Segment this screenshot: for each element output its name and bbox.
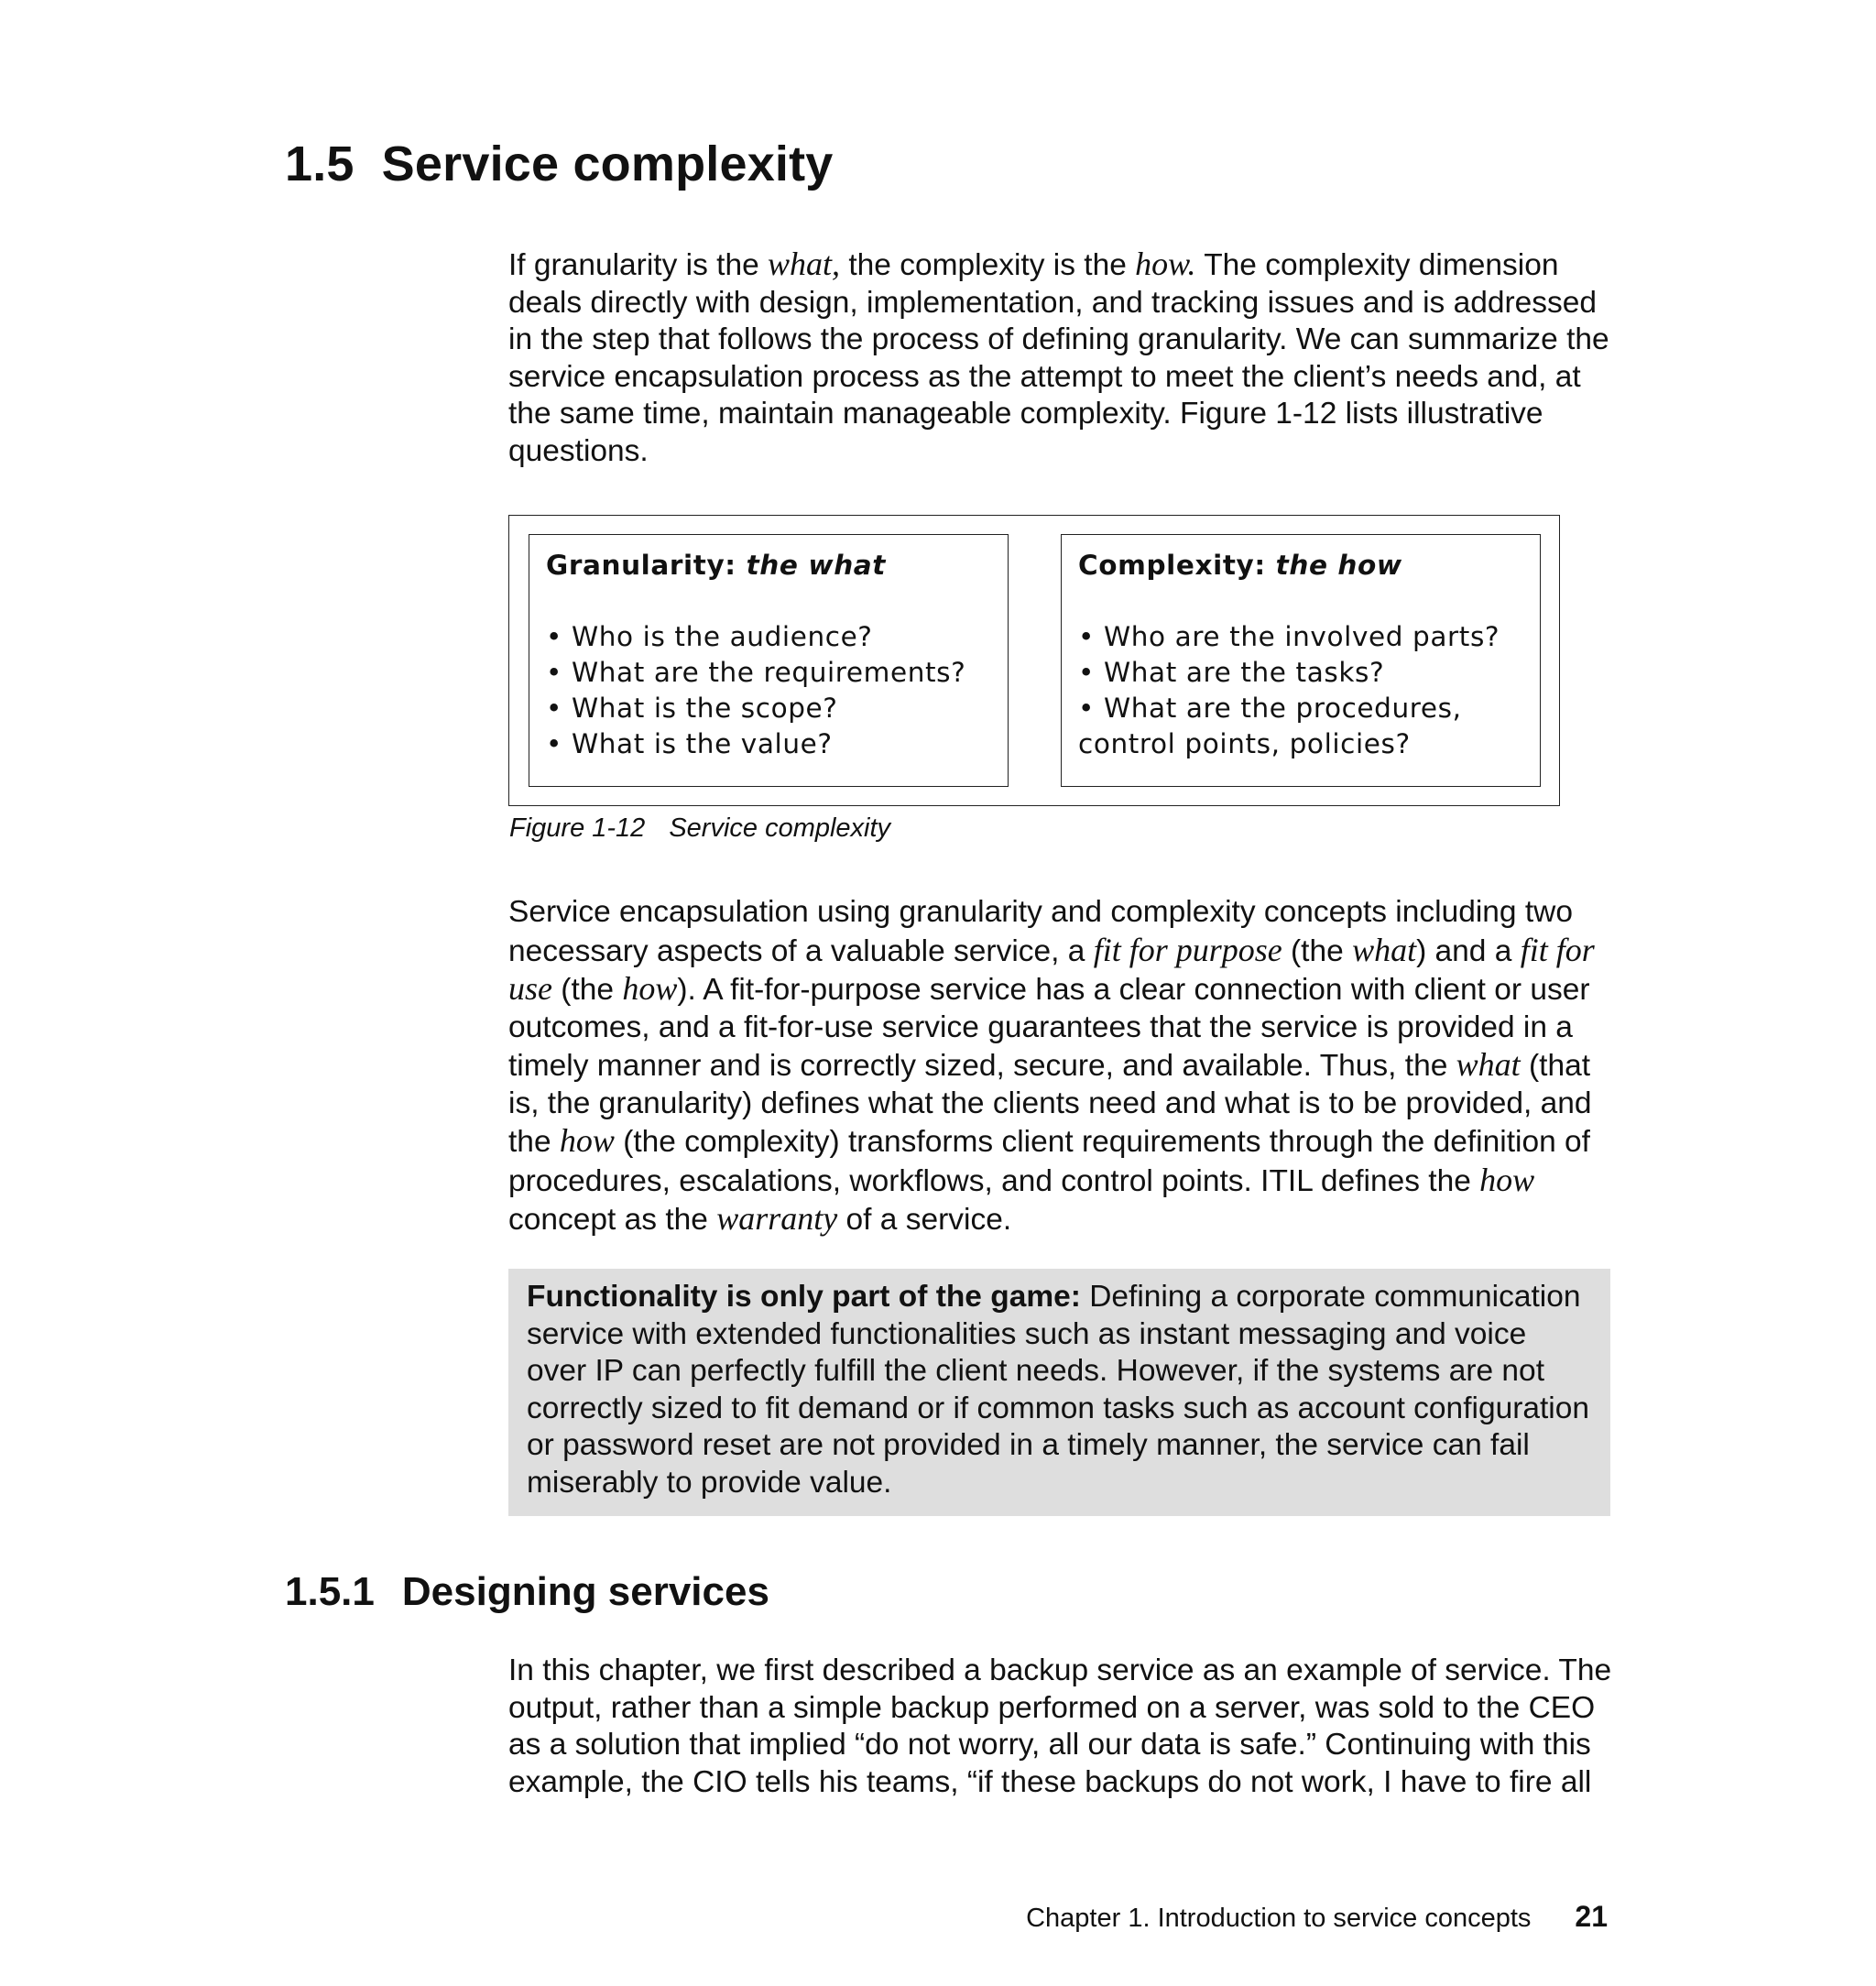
box-list-item: • What are the tasks?	[1078, 657, 1385, 688]
heading-italic: the what	[746, 550, 887, 581]
text-run: the complexity is the	[840, 248, 1136, 282]
italic-run: how.	[1135, 246, 1196, 282]
section-number: 1.5	[285, 136, 354, 191]
granularity-box	[529, 534, 1009, 787]
box-list-item: • What are the requirements?	[546, 657, 966, 688]
text-run: concept as the	[508, 1203, 717, 1237]
box-list-item: • What are the procedures,	[1078, 693, 1462, 724]
text-run: The complexity dimension deals directly with design, implementation, and tracking issues and is addressed in the step that follows the process of defining granularity. We can summarize the service encapsulation process as the attempt to meet the client’s needs and, at the same time, maintain manageable complexity. Figure 1-12 lists illustrative questions.	[508, 248, 1609, 468]
text-run: ) and a	[1416, 933, 1521, 968]
section-heading	[285, 137, 834, 191]
page-number: 21	[1575, 1900, 1608, 1933]
italic-run: fit for use	[508, 931, 1595, 1007]
footer-chapter: Chapter 1. Introduction to service concepts	[1026, 1904, 1532, 1933]
page-footer	[1026, 1900, 1608, 1934]
box-list-item: • What is the value?	[546, 728, 833, 759]
subsection-number: 1.5.1	[285, 1569, 375, 1614]
subsection-title-text: Designing services	[401, 1569, 769, 1614]
text-run: Service encapsulation using granularity and complexity concepts including two necessary aspects of a valuable service, a	[508, 895, 1573, 968]
italic-run: how	[559, 1122, 615, 1159]
italic-run: fit for purpose	[1093, 931, 1282, 968]
box-list-item: • Who is the audience?	[546, 621, 873, 652]
italic-run: warranty	[716, 1200, 838, 1237]
box-list-item: control points, policies?	[1078, 728, 1411, 759]
figure-frame	[508, 515, 1560, 806]
encapsulation-paragraph	[508, 894, 1617, 1239]
note-text: Defining a corporate communication service with extended functionalities such as instant messaging and voice over IP can perfectly fulfill the client needs. However, if the systems are not correctly sized to fit demand or if common tasks such as account configuration or password reset are not provided in a timely manner, the service can fail miserably to provide value.	[527, 1280, 1590, 1500]
subsection-heading	[285, 1570, 769, 1614]
caption-number: Figure 1-12	[509, 813, 646, 843]
italic-run: what	[1352, 931, 1417, 968]
note-title: Functionality is only part of the game:	[527, 1280, 1081, 1314]
text-run: of a service.	[837, 1203, 1012, 1237]
heading-bold: Complexity:	[1078, 550, 1276, 581]
note-box	[508, 1269, 1610, 1516]
figure-caption	[509, 813, 890, 844]
heading-italic: the how	[1275, 550, 1402, 581]
complexity-box	[1061, 534, 1541, 787]
text-run: (the complexity) transforms client requirements through the definition of procedures, escalations, workflows, and control points. ITIL defines the	[508, 1125, 1590, 1198]
text-run: If granularity is the	[508, 248, 769, 282]
italic-run: what,	[768, 246, 841, 282]
italic-run: how	[622, 970, 678, 1007]
text-run: (the	[1282, 933, 1353, 968]
box-list-item: • What is the scope?	[546, 693, 838, 724]
heading-bold: Granularity:	[546, 550, 747, 581]
box-list-item: • Who are the involved parts?	[1078, 621, 1500, 652]
italic-run: what	[1456, 1046, 1521, 1083]
granularity-heading	[546, 548, 991, 584]
section-title-text: Service complexity	[381, 136, 834, 191]
italic-run: how	[1479, 1161, 1535, 1198]
text-run: (that is, the granularity) defines what the clients need and what is to be provided, and the	[508, 1049, 1592, 1159]
intro-paragraph	[508, 246, 1617, 470]
text-run: (the	[552, 973, 623, 1007]
text-run: ). A fit-for-purpose service has a clear connection with client or user outcomes, and a fit-for-use service guarantees that the service is provided in a timely manner and is correctly sized, secure, and available. Thus, the	[508, 973, 1590, 1083]
complexity-heading	[1078, 548, 1523, 584]
designing-paragraph: In this chapter, we first described a backup service as an example of service. The output, rather than a simple backup performed on a server, was sold to the CEO as a solution that implied “do not worry, all our data is safe.” Continuing with this example, the CIO tells his teams, “if these backups do not work, I have to fire all	[508, 1653, 1612, 1799]
caption-text: Service complexity	[669, 813, 891, 843]
